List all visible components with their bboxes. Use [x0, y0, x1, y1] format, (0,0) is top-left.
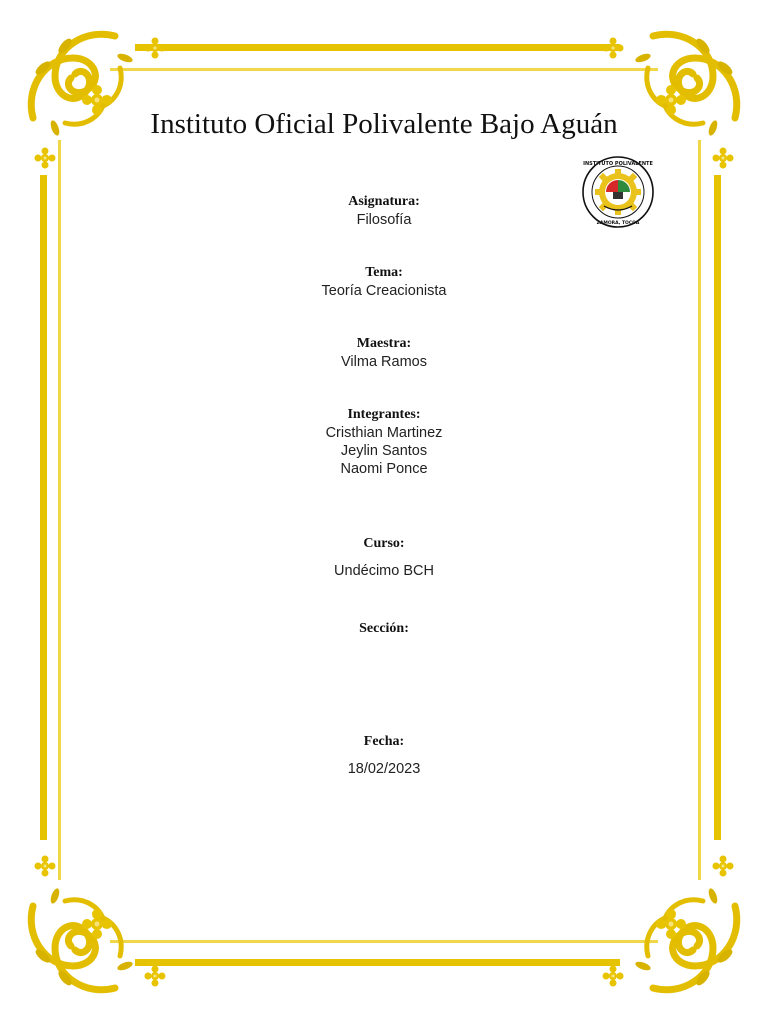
teacher-block: [0, 335, 768, 371]
svg-text:INSTITUTO POLIVALENTE: INSTITUTO POLIVALENTE: [583, 161, 653, 167]
teacher-label: Maestra:: [356, 336, 412, 351]
date-label: Fecha:: [363, 734, 405, 749]
topic-label: Tema:: [365, 265, 403, 280]
member-name: Jeylin Santos: [340, 443, 428, 459]
topic-block: [0, 264, 768, 300]
member-name: Naomi Ponce: [340, 461, 428, 477]
course-block: [0, 535, 768, 580]
members-label: Integrantes:: [347, 407, 421, 422]
section-block: [0, 620, 768, 647]
date-block: [0, 733, 768, 778]
member-name: Cristhian Martinez: [325, 425, 443, 441]
subject-value: Filosofía: [356, 212, 412, 228]
teacher-value: Vilma Ramos: [341, 354, 427, 370]
subject-label: Asignatura:: [348, 194, 420, 209]
members-block: [0, 406, 768, 478]
section-label: Sección:: [359, 621, 409, 636]
svg-text:ZAMORA, TOCOA: ZAMORA, TOCOA: [596, 221, 640, 226]
document-title: Instituto Oficial Polivalente Bajo Aguán: [150, 108, 618, 140]
subject-block: [0, 193, 768, 229]
course-value: Undécimo BCH: [334, 563, 434, 579]
topic-value: Teoría Creacionista: [321, 283, 447, 299]
date-value: 18/02/2023: [347, 761, 421, 777]
course-label: Curso:: [363, 536, 405, 551]
